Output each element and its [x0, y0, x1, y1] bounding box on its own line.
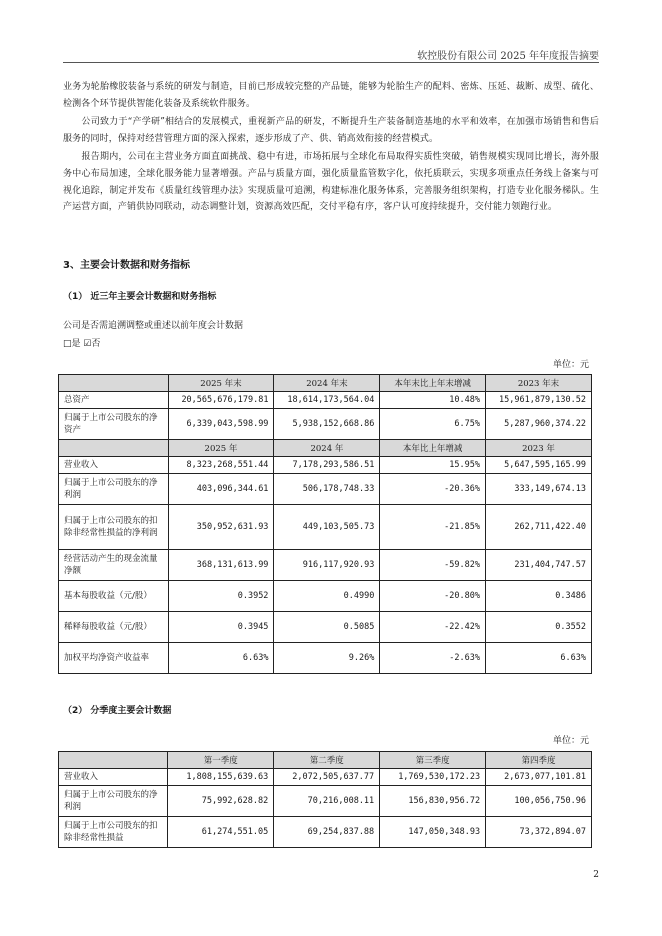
table1-header-row-a: 2025 年末 2024 年末 本年末比上年末增减 2023 年末 — [59, 375, 592, 392]
table-row: 经营活动产生的现金流量净额 368,131,613.99 916,117,920.93 -59.82% 231,404,747.57 — [59, 550, 592, 581]
table-row: 归属于上市公司股东的净利润 75,992,628.82 70,216,008.11 156,830,956.72 100,056,750.96 — [59, 786, 592, 817]
report-header-title: 软控股份有限公司 2025 年年度报告摘要 — [417, 51, 599, 62]
table-row: 归属于上市公司股东的扣除非经常性损益 61,274,551.05 69,254,837.88 147,050,348.93 73,372,894.07 — [59, 817, 592, 848]
section-3-heading: 3、主要会计数据和财务指标 — [63, 260, 190, 271]
subsection-1-heading: （1） 近三年主要会计数据和财务指标 — [63, 292, 217, 302]
restate-question: 公司是否需追溯调整或重述以前年度会计数据 — [63, 321, 244, 331]
intro-paragraph-3: 报告期内，公司在主营业务方面直面挑战、稳中有进，市场拓展与全球化布局取得实质性突破，销售规模实现同比增长，海外服务中心布局加速，全球化服务能力显著增强。产品与质量方面，强化质量监管数字化，依托质联云，实现多项重点任务线上备案与可视化追踪，制定并发布《质量红线管理办法》实现质量可追溯，构建标准化服务体系，完善服务组织架构，打造专业化服务梯队。生产运营方面，产销供协同联动，动态调整计划，资源高效匹配，交付平稳有序，客户认可度持续提升，交付能力领跑行业。 — [63, 152, 599, 213]
header-divider — [63, 62, 599, 63]
intro-paragraph-2: 公司致力于“产学研”相结合的发展模式，重视新产品的研发，不断提升生产装备制造基地的水平和效率，在加强市场销售和售后服务的同时，保持对经营管理方面的深入探索，逐步形成了产、供、销高效衔接的经营模式。 — [63, 117, 599, 144]
intro-paragraph-1: 业务为轮胎橡胶装备与系统的研发与制造，目前已形成较完整的产品链，能够为轮胎生产的配料、密炼、压延、裁断、成型、硫化、检测各个环节提供智能化装备及系统软件服务。 — [63, 82, 599, 109]
annual-financial-table — [58, 374, 592, 674]
table-row: 归属于上市公司股东的净利润 403,096,344.61 506,178,748.33 -20.36% 333,149,674.13 — [59, 474, 592, 505]
table-row: 总资产 20,565,676,179.81 18,614,173,564.04 10.48% 15,961,879,130.52 — [59, 392, 592, 409]
quarterly-financial-table — [58, 751, 592, 848]
page-number: 2 — [593, 870, 599, 880]
unit-label-table1: 单位：元 — [552, 360, 589, 370]
subsection-2-heading: （2） 分季度主要会计数据 — [63, 706, 172, 716]
table-row: 稀释每股收益（元/股） 0.3945 0.5085 -22.42% 0.3552 — [59, 612, 592, 643]
unit-label-table2: 单位：元 — [552, 736, 589, 746]
table-row: 加权平均净资产收益率 6.63% 9.26% -2.63% 6.63% — [59, 643, 592, 674]
restate-answer: □是 ☑否 — [63, 339, 101, 349]
table-row: 营业收入 1,808,155,639.63 2,072,505,637.77 1,769,530,172.23 2,673,077,101.81 — [59, 769, 592, 786]
table1-header-row-b: 2025 年 2024 年 本年比上年增减 2023 年 — [59, 440, 592, 457]
table-row: 归属于上市公司股东的扣除非经常性损益的净利润 350,952,631.93 449,103,505.73 -21.85% 262,711,422.40 — [59, 505, 592, 550]
table-row: 营业收入 8,323,268,551.44 7,178,293,586.51 15.95% 5,647,595,165.99 — [59, 457, 592, 474]
table-row: 归属于上市公司股东的净资产 6,339,043,598.99 5,938,152,668.86 6.75% 5,287,960,374.22 — [59, 409, 592, 440]
table-row: 基本每股收益（元/股） 0.3952 0.4990 -20.80% 0.3486 — [59, 581, 592, 612]
table2-header-row: 第一季度 第二季度 第三季度 第四季度 — [59, 752, 592, 769]
